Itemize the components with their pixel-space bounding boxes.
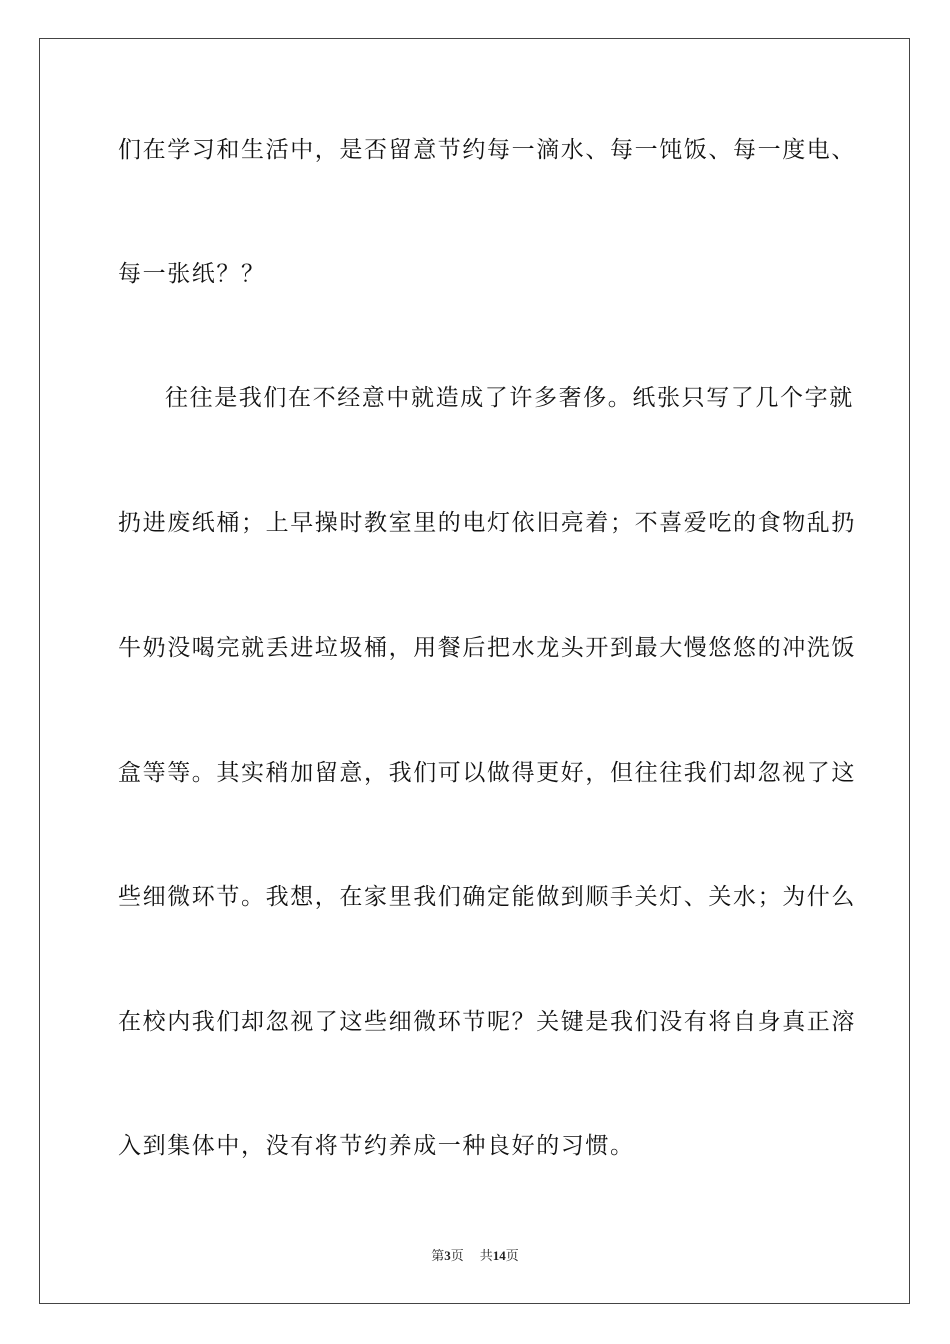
- page-footer: [0, 1248, 950, 1264]
- page-prefix: 第: [431, 1248, 445, 1263]
- page-border: [39, 38, 910, 1304]
- text-line-7: 些细微环节。我想，在家里我们确定能做到顺手关灯、关水；为什么: [118, 884, 856, 910]
- text-line-1: 们在学习和生活中，是否留意节约每一滴水、每一饨饭、每一度电、: [118, 137, 856, 163]
- text-line-5: 牛奶没喝完就丢进垃圾桶，用餐后把水龙头开到最大慢悠悠的冲洗饭: [118, 635, 856, 661]
- text-line-3: 往往是我们在不经意中就造成了许多奢侈。纸张只写了几个字就: [165, 385, 854, 411]
- page-suffix: 页: [450, 1248, 464, 1263]
- text-line-4: 扔进废纸桶；上早操时教室里的电灯依旧亮着；不喜爱吃的食物乱扔: [118, 510, 856, 536]
- text-line-6: 盒等等。其实稍加留意，我们可以做得更好，但往往我们却忽视了这: [118, 760, 856, 786]
- page-number: 3: [444, 1248, 451, 1263]
- text-line-2: 每一张纸？？: [118, 261, 266, 287]
- text-line-8: 在校内我们却忽视了这些细微环节呢？关键是我们没有将自身真正溶: [118, 1009, 856, 1035]
- total-prefix: 共: [479, 1248, 493, 1263]
- total-pages: 14: [492, 1248, 506, 1263]
- text-line-9: 入到集体中，没有将节约养成一种良好的习惯。: [118, 1133, 635, 1159]
- total-suffix: 页: [505, 1248, 519, 1263]
